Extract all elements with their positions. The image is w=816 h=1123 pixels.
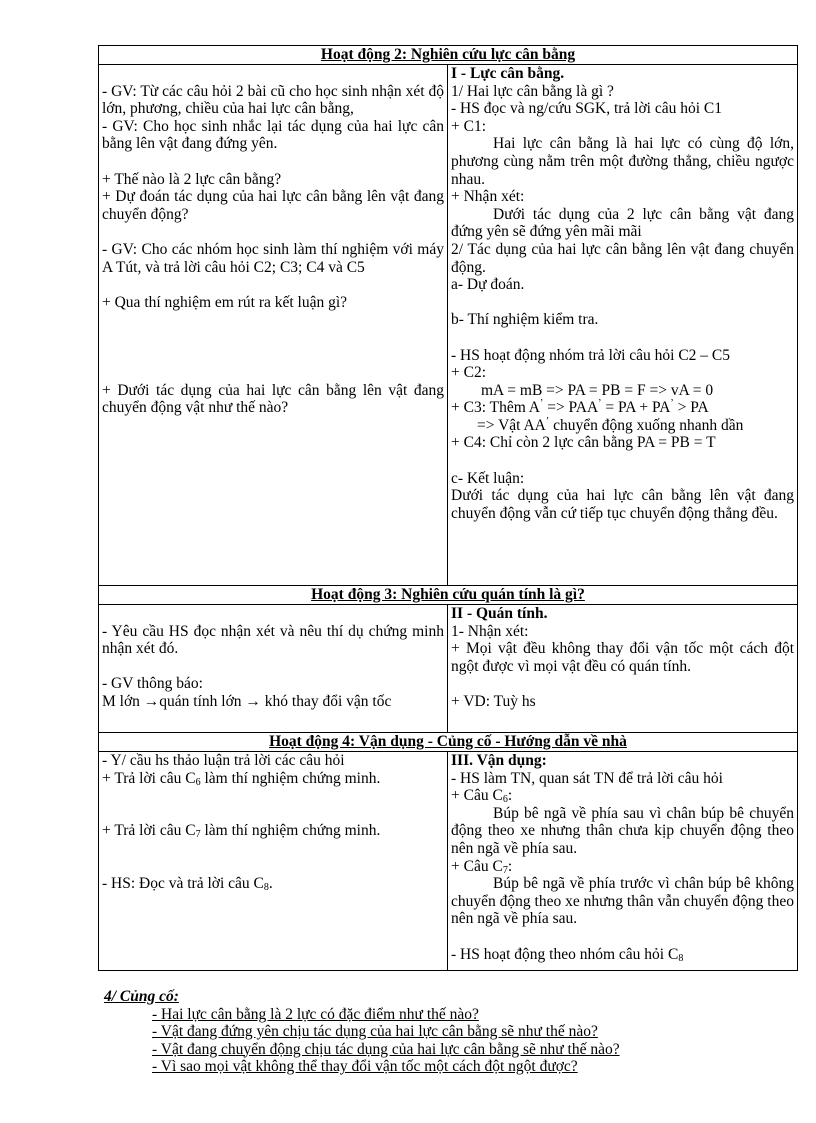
section2-left-line: + Dưới tác dụng của hai lực cân bằng lên vật đang chuyển động vật như thế nào? xyxy=(102,381,444,417)
section2-left-line: - GV: Cho các nhóm học sinh làm thí nghiệm với máy A Tút, và trả lời câu hỏi C2; C3; C4 và C5 xyxy=(102,240,444,276)
experiment-line: b- Thí nghiệm kiểm tra. xyxy=(451,311,599,329)
section3-right-line: + Mọi vật đều không thay đổi vận tốc một cách đột ngột được vì mọi vật đều có quán tính. xyxy=(451,640,794,675)
c3-result-line: => Vật AA’ chuyển động xuống nhanh dần xyxy=(477,415,744,434)
section3-left-line: - GV thông báo: xyxy=(102,675,203,693)
c7-text: Búp bê ngã về phía trước vì chân búp bê không chuyển động theo xe nhưng thân vẫn chuyển động theo nên ngã về phía sau. xyxy=(451,875,794,928)
c8-line: - HS hoạt động theo nhóm câu hỏi $C_8$ xyxy=(451,945,684,964)
section2-left-line: + Dự đoán tác dụng của hai lực cân bằng lên vật đang chuyển động? xyxy=(102,188,444,223)
section2-header-row xyxy=(99,46,798,65)
arrow-icon: → xyxy=(245,692,261,710)
section4-left-line: - Y/ cầu hs thảo luận trả lời các câu hỏi xyxy=(102,752,345,769)
section3-heading: Hoạt động 3: Nghiên cứu quán tính là gì? xyxy=(99,586,798,605)
summary-title: 4/ Củng cố: xyxy=(104,988,179,1005)
section2-student-column xyxy=(448,65,798,586)
conclusion-label: c- Kết luận: xyxy=(451,469,525,487)
section4-left-line: - HS: Đọc và trả lời câu $C_8$. xyxy=(102,875,273,894)
section4-body-row xyxy=(99,752,798,971)
section4-left-line: + Trả lời câu $C_7$ làm thí nghiệm chứng minh. xyxy=(102,822,381,841)
q1-line: 1/ Hai lực cân bằng là gì ? xyxy=(451,82,614,100)
section3-student-column xyxy=(448,605,798,733)
section2-body-row xyxy=(99,65,798,586)
section4-heading: Hoạt động 4: Vận dụng - Củng cố - Hướng dẫn về nhà xyxy=(99,733,798,752)
section3-right-line: 1- Nhận xét: xyxy=(451,622,529,640)
c1-label: + C1: xyxy=(451,117,487,135)
prediction-line: a- Dự đoán. xyxy=(451,276,525,294)
section3-left-line: M lớn →quán tính lớn → khó thay đổi vận tốc xyxy=(102,692,392,710)
section2-right-title: I - Lực cân bằng. xyxy=(451,65,565,82)
section3-right-title: II - Quán tính. xyxy=(451,605,548,622)
section2-heading: Hoạt động 2: Nghiên cứu lực cân bằng xyxy=(99,46,798,65)
c1-text: Hai lực cân bằng là hai lực có cùng độ lớn, phương cùng nằm trên một đường thẳng, chiều ngược nhau. xyxy=(451,135,794,188)
section2-left-line: - GV: Từ các câu hỏi 2 bài cũ cho học sinh nhận xét độ lớn, phương, chiều của hai lực cân bằng, xyxy=(102,82,444,118)
conclusion-text: Dưới tác dụng của hai lực cân bằng lên vật đang chuyển động vẫn cứ tiếp tục chuyển động thẳng đều. xyxy=(451,487,794,522)
c4-line: + C4: Chỉ còn 2 lực cân bằng PA = PB = T xyxy=(451,434,716,452)
arrow-icon: → xyxy=(143,692,160,710)
section4-left-line: + Trả lời câu $C_6$ làm thí nghiệm chứng minh. xyxy=(102,769,381,788)
section4-student-column xyxy=(448,752,798,971)
section2-left-line: + Thế nào là 2 lực cân bằng? xyxy=(102,170,282,188)
c3-line: + C3: Thêm A’ => PAA’ = PA + PA’ > PA xyxy=(451,398,709,417)
section4-right-line: - HS làm TN, quan sát TN để trả lời câu hỏi xyxy=(451,769,723,787)
section3-teacher-column xyxy=(99,605,448,733)
section2-left-line: - GV: Cho học sinh nhắc lại tác dụng của hai lực cân bằng lên vật đang đứng yên. xyxy=(102,117,444,153)
q1-hs-line: - HS đọc và ng/cứu SGK, trả lời câu hỏi C1 xyxy=(451,100,723,118)
lesson-table xyxy=(98,45,798,971)
section4-header-row xyxy=(99,733,798,752)
section2-teacher-column xyxy=(99,65,448,586)
group-work-line: - HS hoạt động nhóm trả lời câu hỏi C2 – C5 xyxy=(451,346,730,364)
c7-label: + Câu $C_7$: xyxy=(451,857,513,876)
section3-right-line: + VD: Tuỳ hs xyxy=(451,692,536,710)
section3-left-line: - Yêu cầu HS đọc nhận xét và nêu thí dụ chứng minh nhận xét đó. xyxy=(102,622,444,658)
summary-item: - Vật đang đứng yên chịu tác dụng của hai lực cân bằng sẽ như thế nào? xyxy=(152,1023,598,1040)
section2-left-line: + Qua thí nghiệm em rút ra kết luận gì? xyxy=(102,293,348,311)
c6-text: Búp bê ngã về phía sau vì chân búp bê chuyển động theo xe nhưng thân chưa kịp chuyển động theo nên ngã về phía sau. xyxy=(451,804,794,857)
c2-text: mA = mB => PA = PB = F => vA = 0 xyxy=(481,381,714,399)
section4-teacher-column xyxy=(99,752,448,971)
remark-text: Dưới tác dụng của 2 lực cân bằng vật đang đứng yên sẽ đứng yên mãi mãi xyxy=(451,205,794,241)
remark-label: + Nhận xét: xyxy=(451,188,525,206)
summary-item: - Hai lực cân bằng là 2 lực có đặc điểm như thế nào? xyxy=(152,1005,479,1023)
summary-item: - Vì sao mọi vật không thể thay đổi vận tốc một cách đột ngột được? xyxy=(152,1058,578,1075)
section4-right-title: III. Vận dụng: xyxy=(451,752,547,769)
section3-body-row xyxy=(99,605,798,733)
summary-section xyxy=(104,988,784,1076)
summary-item: - Vật đang chuyển động chịu tác dụng của hai lực cân bằng sẽ như thế nào? xyxy=(152,1040,620,1058)
c6-label: + Câu $C_6$: xyxy=(451,787,513,806)
q2-line: 2/ Tác dụng của hai lực cân bằng lên vật đang chuyển động. xyxy=(451,240,794,276)
c2-label: + C2: xyxy=(451,364,487,382)
section3-header-row xyxy=(99,586,798,605)
